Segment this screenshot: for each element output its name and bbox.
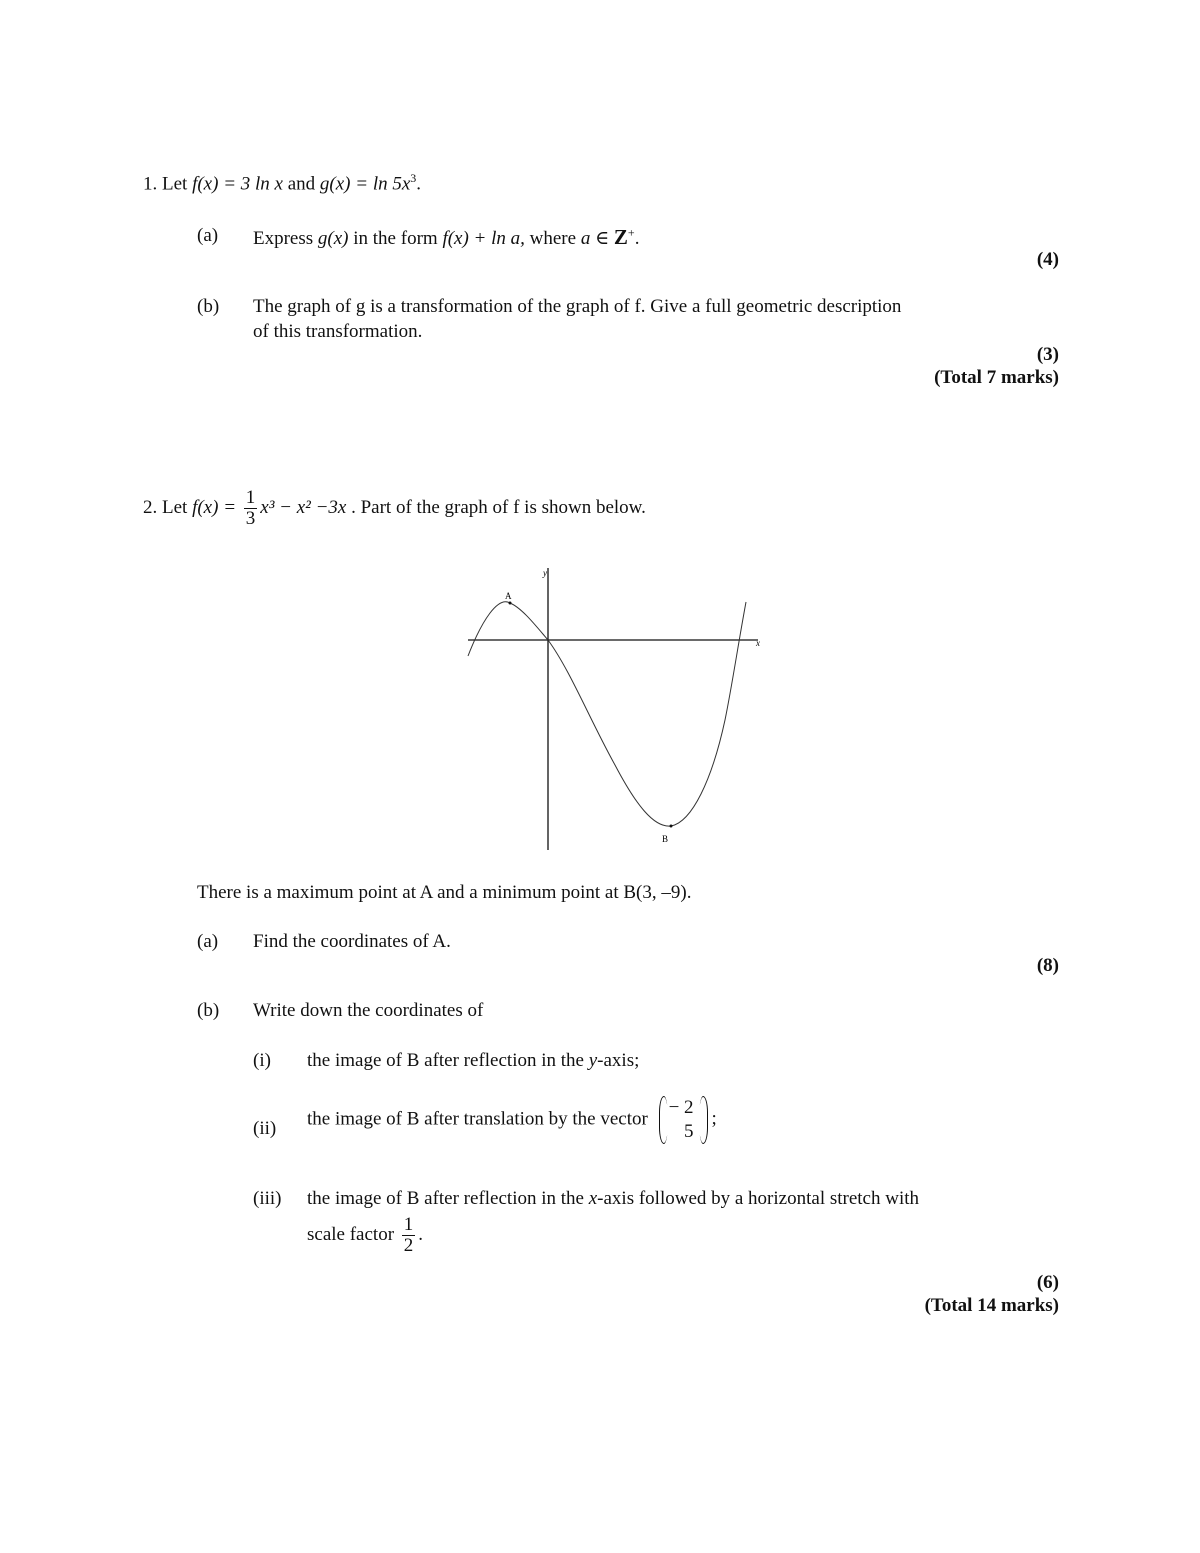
q2-frac-denominator: 3 (245, 508, 256, 529)
q1a-in-form: in the form (353, 228, 438, 249)
y-axis-label: y (543, 568, 547, 578)
q1a-set: a ∈ (580, 228, 614, 249)
q2-stem (143, 488, 646, 529)
q2b-ii-label: (ii) (253, 1118, 277, 1139)
q2b-iii-line1 (307, 1188, 919, 1210)
q2-let: Let (162, 496, 188, 518)
q2-total-marks: (Total 14 marks) (924, 1295, 1059, 1316)
vector-bottom: 5 (684, 1121, 694, 1142)
q1-number: 1. (143, 173, 158, 195)
q2b-iii-scale: scale factor (307, 1223, 395, 1245)
q1a-text (253, 225, 639, 250)
point-a-marker (509, 602, 512, 605)
q1-total-marks: (Total 7 marks) (934, 367, 1059, 388)
q1a-where: where (529, 228, 577, 249)
q2b-text: Write down the coordinates of (253, 1000, 484, 1021)
q1a-integers-symbol: Z (613, 225, 628, 249)
q2-intro: There is a maximum point at A and a minimum point at B(3, –9). (197, 882, 692, 903)
q1-g-exponent: 3 (410, 171, 417, 185)
vector-top: − 2 (668, 1097, 694, 1118)
q2a-marks: (8) (1036, 955, 1059, 976)
q2b-i-text (307, 1050, 639, 1072)
scale-fraction (402, 1215, 416, 1256)
q1a-marks: (4) (1036, 249, 1059, 270)
q2-stem-end: . Part of the graph of f is shown below. (351, 496, 646, 518)
q2b-ii-body: the image of B after translation by the vector (307, 1108, 648, 1130)
q2b-iii-end: . (418, 1223, 424, 1245)
q1a-label: (a) (197, 225, 219, 246)
q2a-label: (a) (197, 931, 219, 952)
q2b-marks: (6) (1036, 1272, 1059, 1293)
q2b-iii-line2 (307, 1215, 423, 1256)
q2b-iii-axis: x (588, 1188, 598, 1209)
q1-stem (143, 171, 421, 195)
q1a-f-form: f(x) + ln a, (442, 228, 525, 249)
scale-frac-denominator: 2 (403, 1235, 414, 1256)
cubic-graph (440, 560, 780, 860)
q2b-label: (b) (197, 1000, 220, 1021)
q2b-i-axis: y (588, 1050, 598, 1071)
cubic-curve (468, 602, 746, 826)
q2-f-lhs: f(x) = (192, 496, 237, 518)
point-b-marker (670, 825, 673, 828)
q2-fraction (244, 488, 258, 529)
x-axis-label: x (756, 638, 760, 648)
q1-g-definition: g(x) = ln 5x (319, 173, 411, 195)
q1a-g: g(x) (317, 228, 349, 249)
q1b-line2: of this transformation. (253, 321, 423, 342)
q2b-ii-end: ; (711, 1108, 717, 1130)
q1a-end: . (634, 228, 640, 249)
point-a-label: A (505, 591, 512, 601)
q2-number: 2. (143, 496, 158, 518)
q1b-marks: (3) (1036, 344, 1059, 365)
q2a-text: Find the coordinates of A. (253, 931, 451, 952)
q2b-i-pre: the image of B after reflection in the (307, 1050, 584, 1071)
point-b-label: B (662, 834, 669, 844)
translation-vector (659, 1096, 708, 1144)
q1a-plus: + (627, 225, 635, 240)
scale-frac-numerator: 1 (403, 1214, 414, 1235)
q1-and: and (287, 173, 316, 195)
q1b-line1: The graph of g is a transformation of the graph of f. Give a full geometric description (253, 296, 902, 317)
q1-f-definition: f(x) = 3 ln x (192, 173, 283, 195)
q1-stem-end: . (416, 173, 422, 195)
q1a-express: Express (253, 228, 314, 249)
q2-f-rhs: x³ − x² −3x (260, 496, 347, 518)
q1-let: Let (162, 173, 188, 195)
q2-frac-numerator: 1 (245, 487, 256, 508)
q2b-iii-post: -axis followed by a horizontal stretch with (597, 1188, 920, 1209)
q2b-iii-pre: the image of B after reflection in the (307, 1188, 584, 1209)
q2b-ii-text (307, 1096, 717, 1144)
q1b-label: (b) (197, 296, 220, 317)
q2b-i-post: -axis; (597, 1050, 640, 1071)
q2b-i-label: (i) (253, 1050, 271, 1071)
q2b-iii-label: (iii) (253, 1188, 282, 1209)
